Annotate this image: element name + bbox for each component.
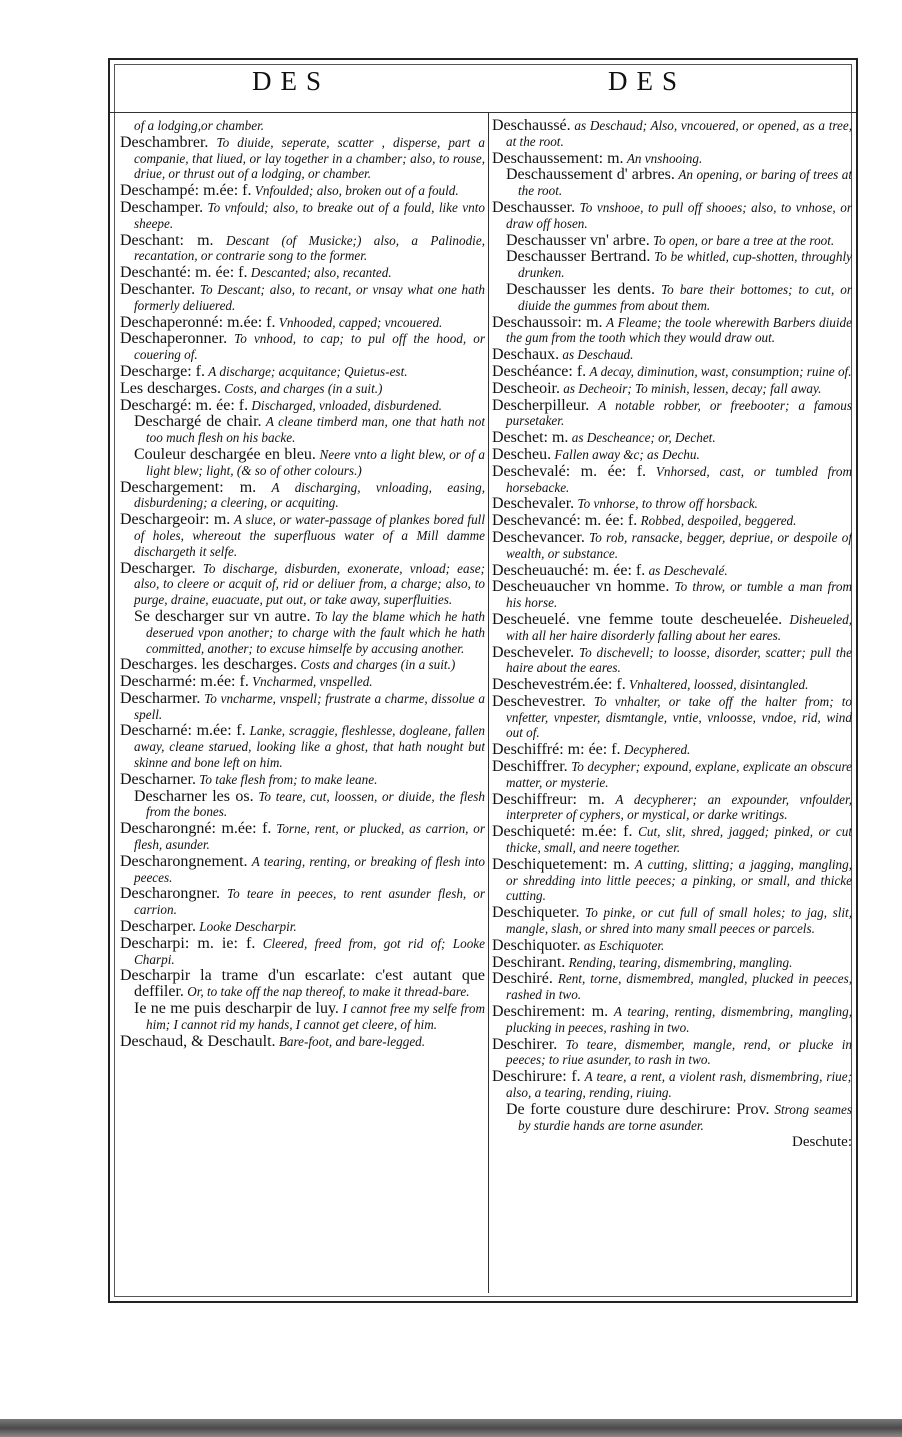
entry-gloss: Descanted; also, recanted.	[250, 265, 392, 281]
dictionary-entry	[492, 282, 852, 314]
entry-gloss: Cleered, freed from, got rid of; Looke Charpi.	[134, 935, 485, 967]
entry-gloss: A teare, a rent, a violent rash, dismembring, riue; also, a tearing, rending, riuing.	[506, 1069, 852, 1101]
entry-gloss: To dischevell; to loosse, disorder, scatter; pull the haire about the eares.	[506, 644, 852, 676]
entry-headword: Deschausser Bertrand.	[506, 248, 651, 266]
entry-gloss: To lay the blame which he hath deserued vpon another; to charge with the fault which he hath committed, another; to excuse himselfe by accusing another.	[146, 608, 485, 656]
dictionary-entry	[120, 886, 485, 918]
dictionary-entry	[492, 677, 852, 693]
dictionary-entry	[492, 200, 852, 232]
dictionary-entry	[492, 315, 852, 347]
entry-gloss: A tearing, renting, dismembring, mangling, plucking in peeces, rashing in two.	[506, 1004, 852, 1035]
entry-gloss: A notable robber, or freebooter; a famous pursetaker.	[506, 397, 852, 429]
entry-headword: Deschiffrer.	[492, 758, 568, 776]
dictionary-entry	[120, 821, 485, 853]
entry-gloss: as Deschaud; Also, vncouered, or opened, as a tree, at the root.	[506, 118, 852, 149]
entry-gloss: To be whitled, cup-shotten, throughly drunken.	[518, 249, 852, 281]
entry-headword: Deschaussement: m.	[492, 149, 624, 167]
entry-headword: Descheuaucher vn homme.	[492, 578, 670, 596]
entry-gloss: To discharge, disburden, exonerate, vnload; ease; also, to cleere or acquit of, rid or deliuer from, a charge; also, to purge, draine, euacuate, put out, or take away, superfluities.	[134, 560, 485, 608]
dictionary-entry	[492, 563, 852, 579]
entry-gloss: A discharge; acquitance; Quietus-est.	[208, 363, 408, 379]
dictionary-entry	[120, 609, 485, 656]
entry-headword: Deschargement: m.	[120, 478, 257, 496]
entry-gloss: A cutting, slitting; a jagging, mangling, or shredding into little peeces; a pinking, or small, and thicke cutting.	[506, 856, 852, 904]
entry-headword: Deschargé: m. ée: f.	[120, 396, 249, 414]
entry-gloss: To bare their bottomes; to cut, or diuide the gummes from about them.	[518, 281, 852, 313]
entry-headword: Descheveler.	[492, 643, 575, 661]
dictionary-entry	[492, 857, 852, 904]
entry-gloss: as Eschiquoter.	[583, 937, 665, 953]
entry-headword: Descharongner.	[120, 885, 220, 903]
dictionary-entry	[492, 249, 852, 281]
dictionary-entry	[492, 694, 852, 741]
entry-gloss: To throw, or tumble a man from his horse.	[506, 579, 852, 611]
entry-headword: Descharongnement.	[120, 852, 248, 870]
entry-headword: Deschiquetement: m.	[492, 855, 630, 873]
entry-gloss: Costs and charges (in a suit.)	[300, 657, 456, 673]
entry-headword: Couleur deschargée en bleu.	[134, 445, 316, 463]
entry-headword: Deschiqueté: m.ée: f.	[492, 823, 633, 841]
dictionary-entry	[492, 513, 852, 529]
entry-headword: Deschaussé.	[492, 118, 571, 134]
dictionary-entry	[492, 496, 852, 512]
running-head-left: DES	[252, 66, 331, 96]
dictionary-entry	[120, 674, 485, 690]
entry-gloss: Or, to take off the nap thereof, to make it thread-bare.	[187, 984, 470, 1000]
entry-gloss: To teare, dismember, mangle, rend, or plucke in peeces; to riue asunder, to rash in two.	[506, 1036, 852, 1068]
dictionary-entry	[120, 118, 485, 134]
entry-headword: Deschevancé: m. ée: f.	[492, 512, 638, 530]
entry-headword: Descharper.	[120, 918, 196, 936]
entry-headword: Deschant: m.	[120, 231, 214, 249]
dictionary-entry	[120, 200, 485, 232]
entry-headword: De forte cousture dure deschirure: Prov.	[506, 1100, 770, 1118]
entry-gloss: To pinke, or cut full of small holes; to jag, slit, mangle, slash, or shred into many small peeces or parcels.	[506, 905, 852, 937]
entry-gloss: To decypher; expound, explane, explicate an obscure matter, or mysterie.	[506, 759, 852, 790]
entry-gloss: An vnshooing.	[626, 150, 703, 166]
dictionary-entry	[492, 530, 852, 562]
entry-headword: Deschaussoir: m.	[492, 313, 603, 331]
dictionary-entry	[492, 347, 852, 363]
entry-headword: Deschaperonné: m.ée: f.	[120, 313, 276, 331]
dictionary-entry	[120, 315, 485, 331]
entry-gloss: To Descant; also, to recant, or vnsay what one hath formerly deliuered.	[134, 281, 485, 313]
dictionary-page	[108, 58, 858, 1303]
entry-headword: Deschausser.	[492, 198, 576, 216]
dictionary-entry	[492, 167, 852, 199]
entry-gloss: To vnhorse, to throw off horsback.	[577, 496, 758, 512]
dictionary-entry	[120, 691, 485, 723]
entry-headword: Deschausser les dents.	[506, 280, 656, 298]
dictionary-entry	[120, 936, 485, 968]
entry-headword: Deschirant.	[492, 953, 566, 971]
entry-headword: Se descharger sur vn autre.	[134, 607, 311, 625]
dictionary-entry	[492, 233, 852, 249]
entry-headword: Deschéance: f.	[492, 362, 587, 380]
entry-gloss: To teare, cut, loossen, or diuide, the flesh from the bones.	[146, 788, 485, 820]
entry-gloss: To teare in peeces, to rent asunder flesh, or carrion.	[134, 886, 485, 918]
right-column	[492, 118, 852, 1289]
entry-gloss: A cleane timberd man, one that hath not too much flesh on his backe.	[146, 414, 485, 446]
dictionary-entry	[492, 430, 852, 446]
dictionary-entry	[492, 905, 852, 937]
dictionary-entry	[120, 772, 485, 788]
dictionary-entry	[492, 1004, 852, 1036]
entry-gloss: A decypherer; an expounder, vnfoulder, interpreter of cyphers, or mystical, or darke writings.	[506, 791, 852, 823]
entry-gloss: as Decheoir; To minish, lessen, decay; fall away.	[563, 380, 822, 396]
dictionary-entry	[120, 561, 485, 608]
dictionary-entry	[120, 381, 485, 397]
entry-headword: Deschevestrém.ée: f.	[492, 676, 626, 694]
dictionary-entry	[120, 723, 485, 770]
entry-headword: Deschevaler.	[492, 495, 575, 513]
dictionary-entry	[492, 1069, 852, 1101]
dictionary-entry	[120, 512, 485, 559]
dictionary-entry	[492, 824, 852, 856]
dictionary-entry	[120, 657, 485, 673]
entry-gloss: To vnshooe, to pull off shooes; also, to vnhose, or draw off hosen.	[506, 199, 852, 231]
entry-headword: Descheuauché: m. ée: f.	[492, 561, 646, 579]
entry-gloss: Bare-foot, and bare-legged.	[278, 1033, 426, 1049]
entry-gloss: A sluce, or water-passage of plankes bored full of holes, whereout the superfluous water of a Mill damme dischargeth it selfe.	[134, 512, 485, 559]
entry-gloss: Robbed, despoiled, beggered.	[640, 513, 797, 529]
entry-headword: Deschevalé: m. ée: f.	[492, 462, 647, 480]
dictionary-entry	[120, 854, 485, 886]
entry-headword: Deschiquoter.	[492, 936, 581, 954]
dictionary-entry	[120, 414, 485, 446]
entry-gloss: Rent, torne, dismembred, mangled, plucked in peeces, rashed in two.	[506, 971, 852, 1003]
dictionary-entry	[492, 447, 852, 463]
entry-gloss: Vnfoulded; also, broken out of a fould.	[254, 183, 459, 199]
entry-headword: Descharpi: m. ie: f.	[120, 934, 256, 952]
entry-headword: Deschaux.	[492, 346, 560, 364]
dictionary-entry	[120, 1001, 485, 1033]
entry-headword: Deschirement: m.	[492, 1003, 609, 1021]
entry-gloss: as Deschaud.	[562, 347, 634, 363]
dictionary-entry	[492, 364, 852, 380]
entry-gloss: To take flesh from; to make leane.	[199, 771, 378, 787]
entry-headword: Ie ne me puis descharpir de luy.	[134, 1000, 339, 1018]
entry-headword: Deschanté: m. ée: f.	[120, 264, 248, 282]
entry-headword: Deschanter.	[120, 280, 196, 298]
dictionary-entry	[120, 233, 485, 265]
entry-headword: Deschaud, & Deschault.	[120, 1032, 276, 1050]
dictionary-entry	[120, 968, 485, 1000]
dictionary-entry	[492, 955, 852, 971]
entry-gloss: Vnhooded, capped; vncouered.	[278, 314, 443, 330]
entry-gloss: To open, or bare a tree at the root.	[653, 232, 835, 248]
dictionary-entry	[120, 447, 485, 479]
dictionary-entry	[492, 1037, 852, 1069]
entry-headword: Descharge: f.	[120, 362, 205, 380]
dictionary-entry	[120, 282, 485, 314]
entry-headword: Deschaperonner.	[120, 330, 228, 348]
dictionary-entry	[120, 135, 485, 182]
entry-headword: Descheoir.	[492, 379, 560, 397]
entry-headword: Deschargeoir: m.	[120, 511, 231, 529]
entry-gloss: To vncharme, vnspell; frustrate a charme, dissolue a spell.	[134, 690, 485, 722]
entry-gloss: A decay, diminution, wast, consumption; ruine of.	[589, 363, 852, 379]
entry-gloss: Torne, rent, or plucked, as carrion, or flesh, asunder.	[134, 821, 485, 853]
entry-headword: Deschirure: f.	[492, 1068, 581, 1086]
entry-headword: Descharongné: m.ée: f.	[120, 820, 272, 838]
entry-headword: Deschaussement d' arbres.	[506, 166, 675, 184]
entry-headword: Descharges. les descharges.	[120, 656, 298, 674]
entry-gloss: Rending, tearing, dismembring, mangling.	[568, 954, 793, 970]
entry-headword: Deschamper.	[120, 198, 204, 216]
dictionary-entry	[120, 480, 485, 512]
entry-gloss: To vnhood, to cap; to pul off the hood, or couering of.	[134, 331, 485, 363]
entry-gloss: Vncharmed, vnspelled.	[252, 674, 373, 690]
entry-gloss: Strong seames by sturdie hands are torne asunder.	[518, 1101, 852, 1133]
entry-headword: Descharner.	[120, 770, 196, 788]
dictionary-entry	[492, 381, 852, 397]
dictionary-entry	[120, 183, 485, 199]
entry-gloss: Descant (of Musicke;) also, a Palinodie, recantation, or contrarie song to the former.	[134, 232, 485, 264]
left-column	[120, 118, 485, 1289]
dictionary-entry	[492, 612, 852, 644]
entry-gloss: An opening, or baring of trees at the root.	[518, 167, 852, 199]
dictionary-entry	[492, 742, 852, 758]
entry-gloss: Vnhaltered, loossed, disintangled.	[629, 677, 809, 693]
dictionary-entry	[492, 938, 852, 954]
entry-gloss: of a lodging,or chamber.	[134, 118, 265, 133]
dictionary-entry	[120, 398, 485, 414]
entry-headword: Deschirer.	[492, 1035, 558, 1053]
dictionary-entry	[492, 792, 852, 824]
entry-headword: Deschampé: m.ée: f.	[120, 182, 252, 200]
dictionary-entry	[492, 1102, 852, 1134]
entry-headword: Descharné: m.ée: f.	[120, 722, 246, 740]
dictionary-entry	[120, 789, 485, 821]
dictionary-entry	[492, 118, 852, 150]
entry-gloss: To vnfould; also, to breake out of a fould, like vnto sheepe.	[134, 199, 485, 231]
entry-gloss: Decyphered.	[623, 742, 691, 758]
entry-headword: Deschiffreur: m.	[492, 790, 605, 808]
dictionary-entry	[120, 364, 485, 380]
dictionary-entry	[492, 579, 852, 611]
entry-gloss: To diuide, seperate, scatter , disperse, part a companie, that liued, or lay together in a chamber; also, to rouse, driue, or thrust out of a lodging, or chamber.	[134, 134, 485, 182]
entry-gloss: Discharged, vnloaded, disburdened.	[251, 397, 442, 413]
dictionary-entry	[492, 464, 852, 496]
entry-gloss: Looke Descharpir.	[199, 919, 297, 935]
entry-gloss: Cut, slit, shred, jagged; pinked, or cut thicke, small, and neere together.	[506, 824, 852, 856]
entry-headword: Descherpilleur.	[492, 396, 590, 414]
dictionary-entry	[120, 331, 485, 363]
entry-gloss: To vnhalter, or take off the halter from; to vnfetter, vnpester, dismtangle, vntie, vnloosse, vndoe, rid, wind out of.	[506, 693, 852, 741]
dictionary-entry	[120, 1034, 485, 1050]
entry-headword: Descharger.	[120, 559, 196, 577]
dictionary-entry	[120, 265, 485, 281]
entry-gloss: Disheueled, with all her haire disorderly falling about her eares.	[506, 611, 852, 643]
entry-gloss: A Fleame; the toole wherewith Barbers diuide the gum from the tooth which they would draw out.	[506, 314, 852, 346]
dictionary-entry	[492, 398, 852, 430]
entry-headword: Descharpir la trame d'un escarlate: c'est autant que deffiler.	[120, 967, 485, 1001]
entry-gloss: To rob, ransacke, begger, depriue, or despoile of wealth, or substance.	[506, 529, 852, 561]
entry-gloss: Fallen away &c; as Dechu.	[554, 446, 700, 462]
page-header	[110, 60, 856, 113]
entry-headword: Descheuelé. vne femme toute descheuelée.	[492, 610, 783, 628]
entry-gloss: Vnhorsed, cast, or tumbled from horsebacke.	[506, 463, 852, 495]
scan-edge-band	[0, 1419, 902, 1437]
entry-headword: Deschet: m.	[492, 429, 569, 447]
entry-headword: Deschiré.	[492, 970, 553, 988]
entry-gloss: Neere vnto a light blew, or of a light blew; light, (& so of other colours.)	[146, 446, 485, 478]
entry-gloss: A discharging, vnloading, easing, disburdening; a cleering, or acquiting.	[134, 479, 485, 511]
entry-headword: Descheu.	[492, 445, 552, 463]
catchword: Deschute:	[792, 1134, 852, 1151]
dictionary-entry	[492, 645, 852, 677]
entry-gloss: Lanke, scraggie, fleshlesse, dogleane, fallen away, cleane starued, looking like a ghost, that hath nought but skinne and bone left on him.	[134, 723, 485, 771]
entry-gloss: as Descheance; or, Dechet.	[571, 430, 716, 446]
entry-headword: Les descharges.	[120, 379, 221, 397]
entry-headword: Deschevestrer.	[492, 692, 586, 710]
entry-headword: Deschiffré: m: ée: f.	[492, 741, 621, 759]
dictionary-entry	[120, 919, 485, 935]
dictionary-entry	[492, 151, 852, 167]
entry-headword: Deschiqueter.	[492, 904, 580, 922]
entry-gloss: Costs, and charges (in a suit.)	[224, 380, 383, 396]
dictionary-entry	[492, 971, 852, 1003]
entry-gloss: I cannot free my selfe from him; I cannot rid my hands, I cannot get cleere, of him.	[146, 1001, 485, 1032]
entry-headword: Deschargé de chair.	[134, 413, 262, 431]
column-rule	[488, 112, 489, 1293]
entry-headword: Descharmé: m.ée: f.	[120, 673, 249, 691]
entry-headword: Deschambrer.	[120, 133, 209, 151]
entry-headword: Descharmer.	[120, 689, 201, 707]
entry-gloss: as Deschevalé.	[648, 562, 728, 578]
entry-headword: Descharner les os.	[134, 787, 254, 805]
entry-gloss: A tearing, renting, or breaking of flesh into peeces.	[134, 853, 485, 885]
entry-headword: Deschevancer.	[492, 528, 585, 546]
running-head-right: DES	[608, 66, 687, 96]
entry-headword: Deschausser vn' arbre.	[506, 231, 650, 249]
dictionary-entry	[492, 759, 852, 791]
